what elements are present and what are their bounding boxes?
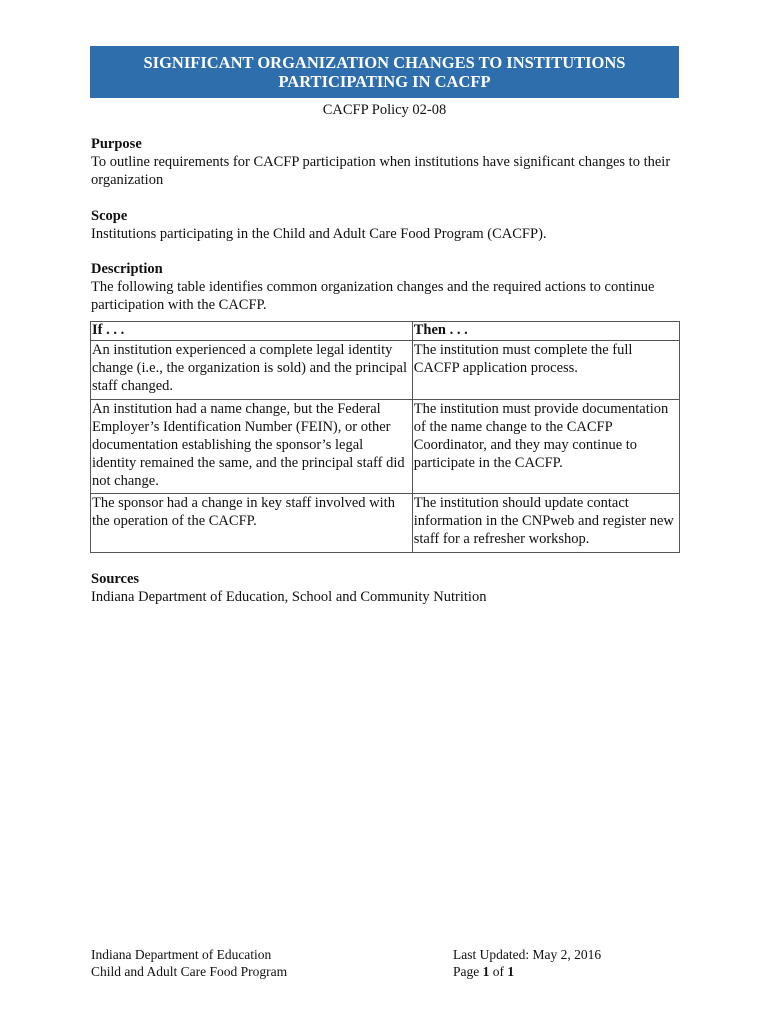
sources-text: Indiana Department of Education, School and Community Nutrition bbox=[91, 589, 487, 605]
description-heading: Description bbox=[91, 261, 163, 277]
table-row bbox=[91, 341, 680, 400]
table-header-if: If . . . bbox=[91, 322, 413, 341]
sources-heading: Sources bbox=[91, 571, 140, 587]
table-row bbox=[91, 400, 680, 494]
table-row bbox=[91, 494, 680, 553]
document-title-line1: SIGNIFICANT ORGANIZATION CHANGES TO INSTITUTIONS bbox=[143, 53, 626, 72]
table-cell-then: The institution should update contact information in the CNPweb and register new staff for a refresher workshop. bbox=[412, 494, 679, 553]
page-current: 1 bbox=[482, 964, 490, 979]
table-cell-then: The institution must complete the full CACFP application process. bbox=[412, 341, 679, 400]
table-cell-then: The institution must provide documentation of the name change to the CACFP Coordinator, and they may continue to participate in the CACFP. bbox=[412, 400, 679, 494]
page-of: of bbox=[489, 964, 508, 979]
table-cell-if: The sponsor had a change in key staff involved with the operation of the CACFP. bbox=[91, 494, 413, 553]
purpose-heading: Purpose bbox=[91, 136, 142, 152]
scope-text: Institutions participating in the Child and Adult Care Food Program (CACFP). bbox=[91, 226, 547, 242]
footer-org-line2: Child and Adult Care Food Program bbox=[91, 964, 288, 979]
page-prefix: Page bbox=[453, 964, 483, 979]
footer-page-number bbox=[453, 963, 601, 980]
table-header-row bbox=[91, 322, 680, 341]
footer-meta bbox=[453, 946, 601, 980]
table-header-then: Then . . . bbox=[412, 322, 679, 341]
table-cell-if: An institution had a name change, but the Federal Employer’s Identification Number (FEIN), or other documentation establishing the sponsor’s legal identity remained the same, and the principal staff did not change. bbox=[91, 400, 413, 494]
organization-changes-table bbox=[90, 321, 680, 553]
table-cell-if: An institution experienced a complete legal identity change (i.e., the organization is sold) and the principal staff changed. bbox=[91, 341, 413, 400]
purpose-text: To outline requirements for CACFP participation when institutions have significant changes to their organization bbox=[91, 154, 671, 188]
document-title-line2: PARTICIPATING IN CACFP bbox=[278, 72, 491, 91]
footer-organization bbox=[91, 946, 287, 980]
page-total: 1 bbox=[507, 964, 515, 979]
description-text: The following table identifies common organization changes and the required actions to continue participation with the CACFP. bbox=[91, 279, 655, 313]
scope-heading: Scope bbox=[91, 208, 128, 224]
footer-org-line1: Indiana Department of Education bbox=[91, 947, 272, 962]
footer-last-updated: Last Updated: May 2, 2016 bbox=[453, 947, 602, 962]
document-title-banner bbox=[90, 46, 679, 98]
policy-number: CACFP Policy 02-08 bbox=[322, 102, 447, 118]
